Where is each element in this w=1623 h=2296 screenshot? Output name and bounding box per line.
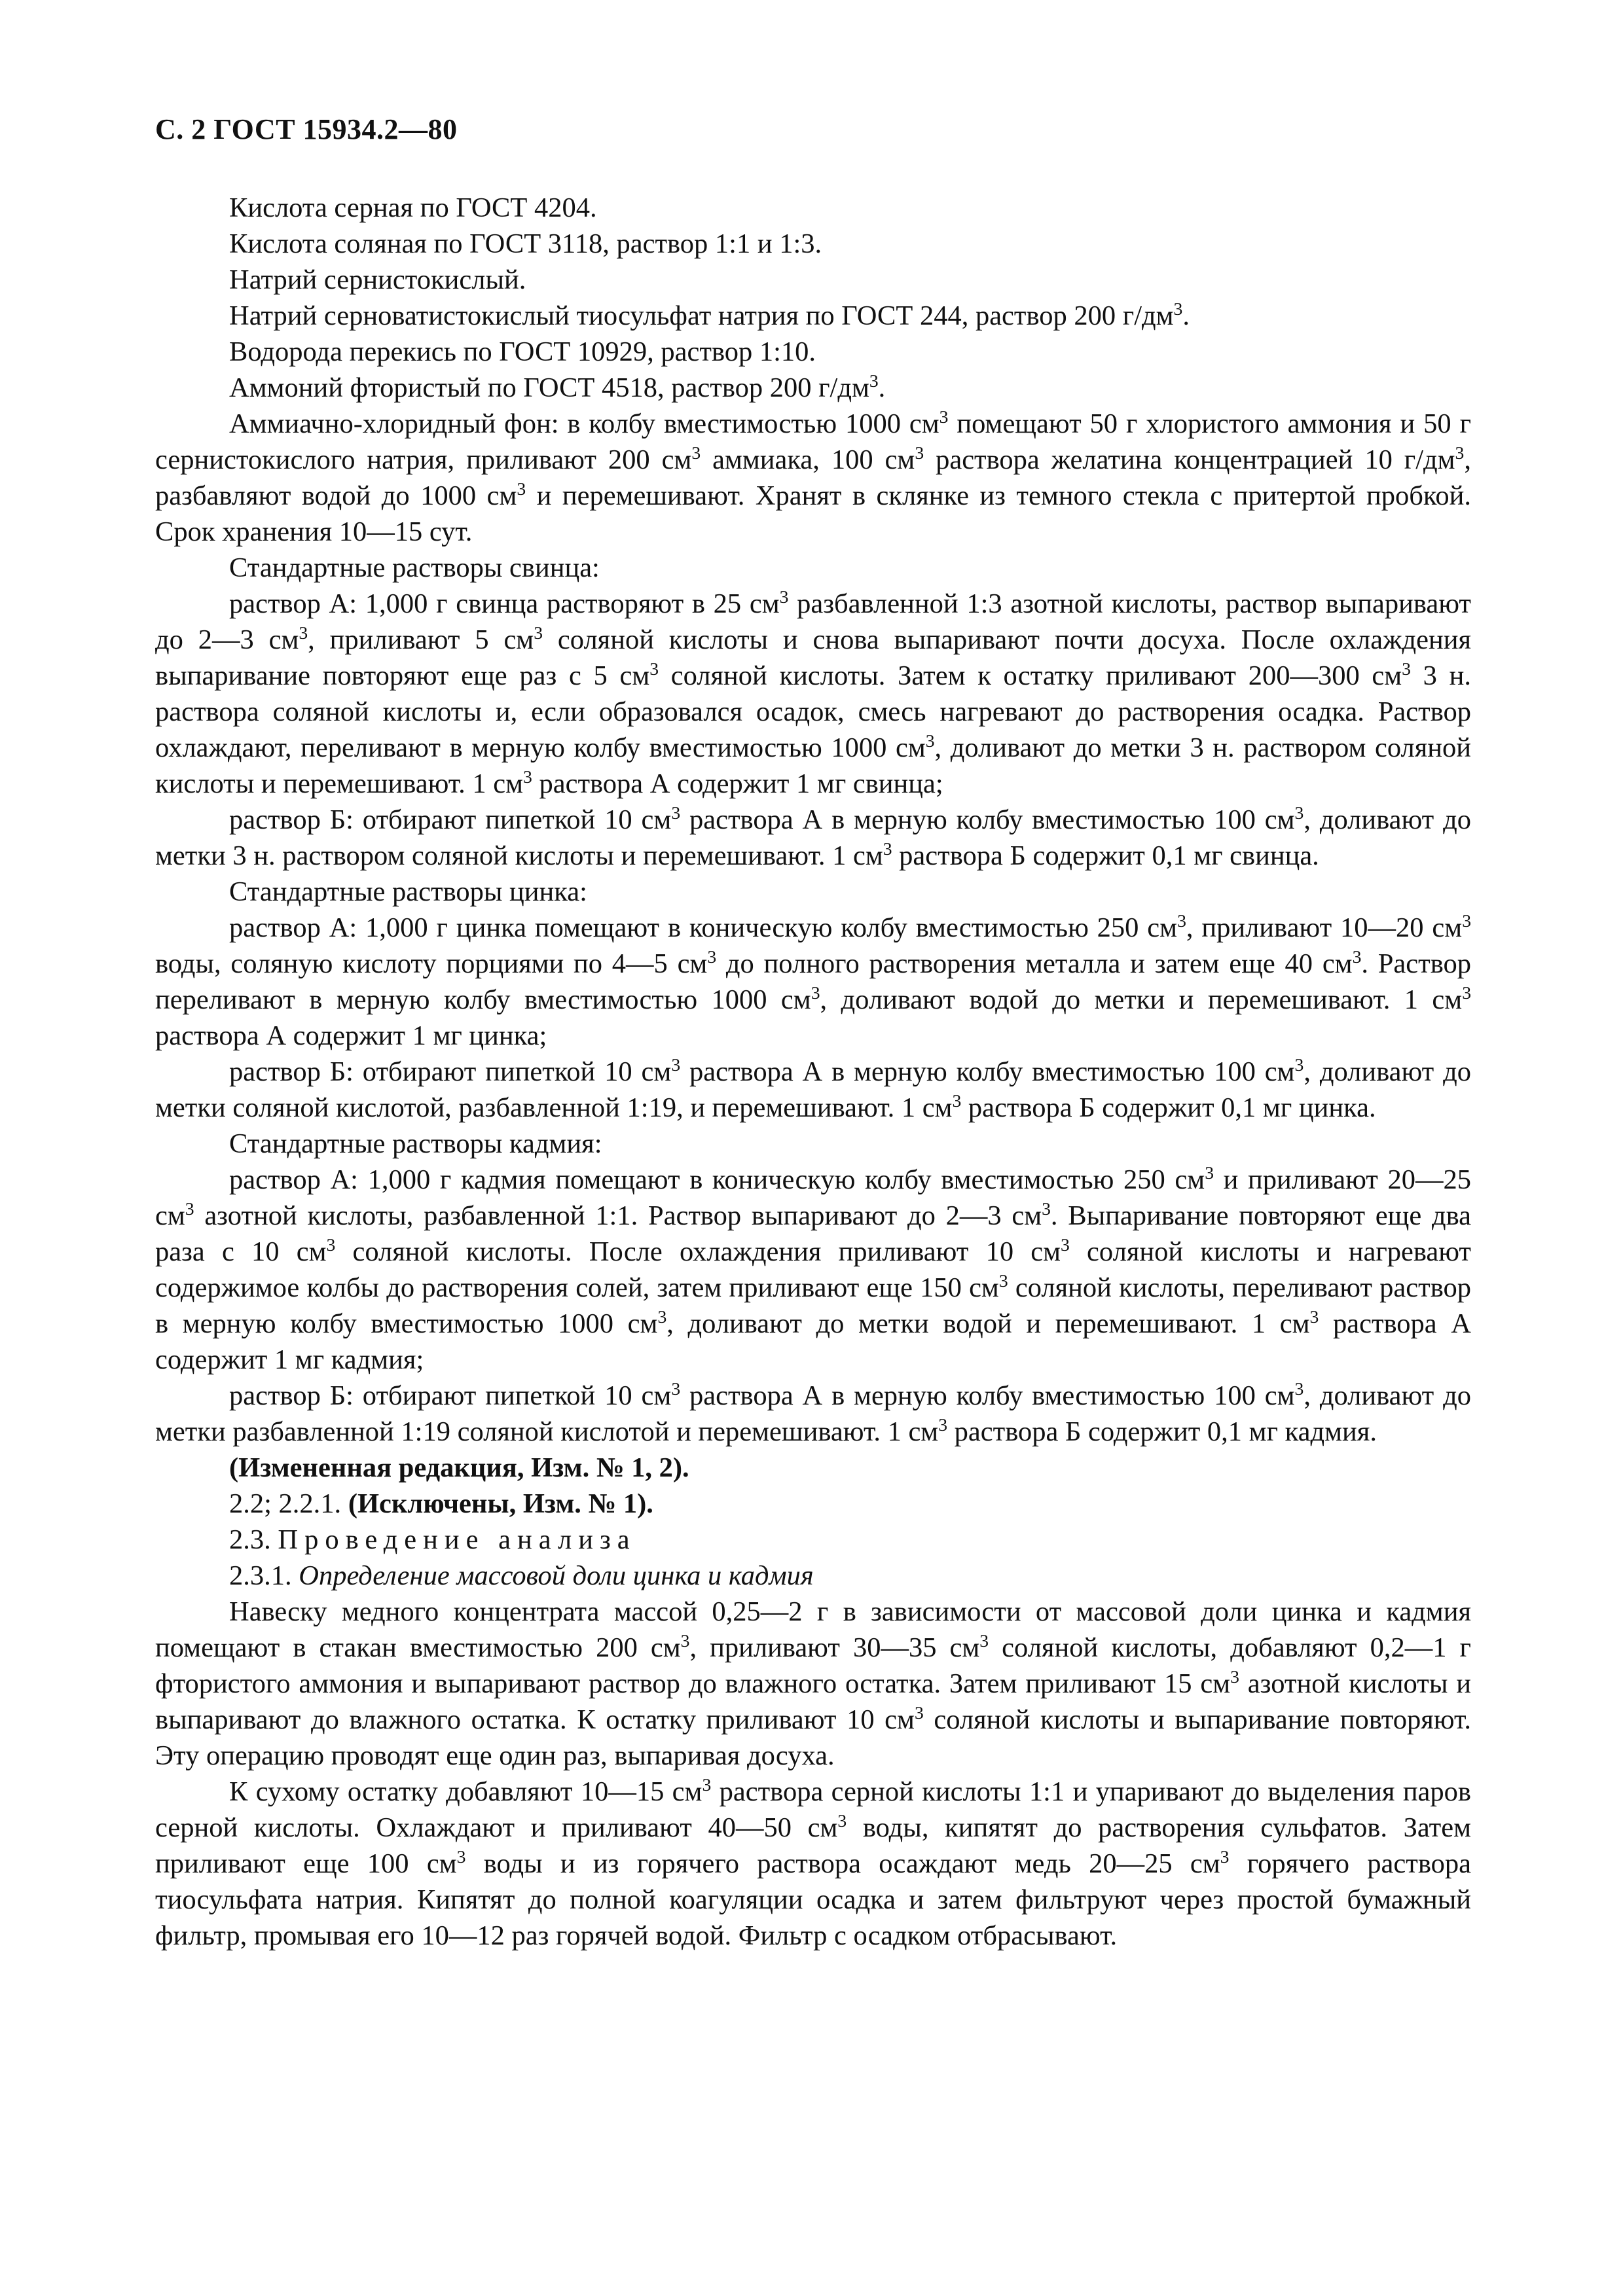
text-run: раствор Б: отбирают пипеткой 10 см: [229, 804, 672, 835]
text-run: , доливают до метки разбавленной 1:19 соляной кислотой и перемешивают. 1 см: [155, 1380, 1471, 1447]
text-run: раствора серной кислоты 1:1 и упаривают до выделения паров серной кислоты. Охлаждают и приливают 40—50 см: [155, 1776, 1471, 1843]
text-run: 2.2; 2.2.1.: [229, 1488, 348, 1519]
text-run: раствора Б содержит 0,1 мг цинка.: [961, 1092, 1376, 1123]
text-run: раствора Б содержит 0,1 мг свинца.: [892, 840, 1319, 871]
paragraph: [155, 190, 1471, 226]
paragraph: [155, 1126, 1471, 1162]
text-run: раствора А в мерную колбу вместимостью 100 см: [680, 1380, 1295, 1411]
superscript: 3: [1455, 442, 1465, 463]
paragraph: [155, 910, 1471, 1054]
superscript: 3: [779, 586, 789, 607]
paragraph: [155, 1054, 1471, 1126]
paragraph: [155, 370, 1471, 406]
paragraph: [155, 1162, 1471, 1378]
superscript: 3: [1294, 1378, 1304, 1399]
superscript: 3: [1220, 1846, 1230, 1867]
text-run: раствор А: 1,000 г цинка помещают в коническую колбу вместимостью 250 см: [229, 912, 1178, 943]
text-run: 3 н. раствора соляной кислоты и, если образовался осадок, смесь нагревают до растворения осадка. Раствор охлаждают, переливают в мерную колбу вместимостью 1000 см: [155, 660, 1471, 763]
superscript: 3: [915, 442, 924, 463]
superscript: 3: [326, 1234, 336, 1255]
paragraph: [155, 874, 1471, 910]
text-run: , доливают до метки соляной кислотой, разбавленной 1:19, и перемешивают. 1 см: [155, 1056, 1471, 1123]
text-run: раствора А содержит 1 мг цинка;: [155, 1020, 547, 1051]
text-run: Навеску медного концентрата массой 0,25—2 г в зависимости от массовой доли цинка и кадмия помещают в стакан вместимостью 200 см: [155, 1596, 1471, 1663]
paragraph: [155, 550, 1471, 586]
text-run: Водорода перекись по ГОСТ 10929, раствор 1:10.: [229, 336, 816, 367]
superscript: 3: [657, 1306, 667, 1327]
text-run: , приливают 10—20 см: [1186, 912, 1463, 943]
text-run: .: [878, 372, 886, 403]
superscript: 3: [1173, 298, 1183, 319]
text-run: раствора А содержит 1 мг кадмия;: [155, 1308, 1471, 1375]
superscript: 3: [299, 622, 308, 643]
text-run: соляной кислоты, переливают раствор в мерную колбу вместимостью 1000 см: [155, 1272, 1471, 1339]
text-run: соляной кислоты, добавляют 0,2—1 г фтористого аммония и выпаривают раствор до влажного остатка. Затем приливают 15 см: [155, 1632, 1471, 1699]
superscript: 3: [883, 838, 892, 859]
superscript: 3: [702, 1774, 712, 1795]
superscript: 3: [185, 1198, 194, 1219]
paragraph: [155, 802, 1471, 874]
text-run: и перемешивают. Хранят в склянке из темного стекла с притертой пробкой. Срок хранения 10—15 сут.: [155, 480, 1471, 547]
text-run: К сухому остатку добавляют 10—15 см: [229, 1776, 702, 1807]
superscript: 3: [671, 1054, 681, 1075]
superscript: 3: [952, 1090, 962, 1111]
text-run: Аммиачно-хлоридный фон: в колбу вместимостью 1000 см: [229, 408, 939, 439]
paragraph: [155, 1450, 1471, 1486]
text-run: , доливают до метки 3 н. раствором соляной кислоты и перемешивают. 1 см: [155, 804, 1471, 871]
text-run: , разбавляют водой до 1000 см: [155, 444, 1471, 511]
text-run: азотной кислоты, разбавленной 1:1. Раствор выпаривают до 2—3 см: [194, 1200, 1042, 1231]
text-run: раствор А: 1,000 г свинца растворяют в 25 см: [229, 588, 780, 619]
text-run: воды, кипятят до растворения сульфатов. Затем приливают еще 100 см: [155, 1812, 1471, 1879]
text-run: . Выпаривание повторяют еще два раза с 10 см: [155, 1200, 1471, 1267]
text-run: Стандартные растворы цинка:: [229, 876, 587, 907]
text-run: , доливают до метки водой и перемешивают. 1 см: [666, 1308, 1310, 1339]
document-body: [155, 190, 1471, 1954]
superscript: 3: [1462, 910, 1471, 931]
superscript: 3: [456, 1846, 466, 1867]
text-run: раствора А в мерную колбу вместимостью 100 см: [680, 1056, 1295, 1087]
text-run: Стандартные растворы кадмия:: [229, 1128, 602, 1159]
text-run: Кислота соляная по ГОСТ 3118, раствор 1:1 и 1:3.: [229, 228, 822, 259]
superscript: 3: [1462, 982, 1472, 1003]
text-run: 2.3.: [229, 1524, 278, 1555]
text-run: 2.3.1.: [229, 1560, 299, 1591]
text-run: Стандартные растворы свинца:: [229, 552, 600, 583]
text-run: соляной кислоты. После охлаждения приливают 10 см: [335, 1236, 1061, 1267]
text-run: и приливают 20—25 см: [155, 1164, 1471, 1231]
text-run: помещают 50 г хлористого аммония и 50 г сернистокислого натрия, приливают 200 см: [155, 408, 1471, 475]
text-run: соляной кислоты и нагревают содержимое колбы до растворения солей, затем приливают еще 150 см: [155, 1236, 1472, 1303]
page-header: С. 2 ГОСТ 15934.2—80: [155, 113, 458, 145]
text-run: до полного растворения металла и затем еще 40 см: [716, 948, 1353, 979]
superscript: 3: [925, 730, 935, 751]
superscript: 3: [869, 370, 879, 391]
bold-text: (Исключены, Изм. № 1).: [348, 1488, 653, 1519]
text-run: раствора Б содержит 0,1 мг кадмия.: [947, 1416, 1377, 1447]
text-run: , доливают водой до метки и перемешивают. 1 см: [820, 984, 1463, 1015]
paragraph: [155, 1558, 1471, 1594]
superscript: 3: [837, 1810, 847, 1831]
superscript: 3: [523, 766, 532, 787]
text-run: , доливают до метки 3 н. раствором соляной кислоты и перемешивают. 1 см: [155, 732, 1471, 799]
text-run: Натрий сернистокислый.: [229, 264, 526, 295]
superscript: 3: [1352, 946, 1362, 967]
superscript: 3: [671, 1378, 681, 1399]
superscript: 3: [1061, 1234, 1070, 1255]
paragraph: [155, 262, 1471, 298]
superscript: 3: [914, 1702, 924, 1723]
superscript: 3: [680, 1630, 690, 1651]
section-title: Определение массовой доли цинка и кадмия: [299, 1560, 814, 1591]
paragraph: [155, 1378, 1471, 1450]
section-heading: Проведение анализа: [278, 1524, 636, 1555]
superscript: 3: [998, 1270, 1008, 1291]
text-run: соляной кислоты. Затем к остатку приливают 200—300 см: [659, 660, 1402, 691]
superscript: 3: [671, 802, 681, 823]
superscript: 3: [811, 982, 820, 1003]
paragraph: [155, 586, 1471, 802]
text-run: воды, соляную кислоту порциями по 4—5 см: [155, 948, 708, 979]
superscript: 3: [1309, 1306, 1319, 1327]
superscript: 3: [534, 622, 543, 643]
text-run: раствора желатина концентрацией 10 г/дм: [924, 444, 1455, 475]
superscript: 3: [1402, 658, 1411, 679]
superscript: 3: [1177, 910, 1186, 931]
text-run: раствора А в мерную колбу вместимостью 100 см: [680, 804, 1295, 835]
text-run: , приливают 30—35 см: [689, 1632, 980, 1663]
text-run: раствор А: 1,000 г кадмия помещают в коническую колбу вместимостью 250 см: [229, 1164, 1205, 1195]
text-run: разбавленной 1:3 азотной кислоты, раствор выпаривают до 2—3 см: [155, 588, 1471, 655]
text-run: азотной кислоты и выпаривают до влажного остатка. К остатку приливают 10 см: [155, 1668, 1471, 1735]
superscript: 3: [1294, 802, 1304, 823]
superscript: 3: [1230, 1666, 1239, 1687]
paragraph: [155, 1522, 1471, 1558]
text-run: раствор Б: отбирают пипеткой 10 см: [229, 1380, 672, 1411]
superscript: 3: [939, 406, 949, 427]
text-run: горячего раствора тиосульфата натрия. Кипятят до полной коагуляции осадка и затем фильтруют через простой бумажный фильтр, промывая его 10—12 раз горячей водой. Фильтр с осадком отбрасывают.: [155, 1848, 1471, 1951]
superscript: 3: [1205, 1162, 1214, 1183]
bold-text: (Измененная редакция, Изм. № 1, 2).: [229, 1452, 689, 1483]
paragraph: [155, 1486, 1471, 1522]
paragraph: [155, 1594, 1471, 1774]
superscript: 3: [649, 658, 659, 679]
text-run: раствор Б: отбирают пипеткой 10 см: [229, 1056, 672, 1087]
superscript: 3: [691, 442, 701, 463]
text-run: соляной кислоты и выпаривание повторяют. Эту операцию проводят еще один раз, выпаривая досуха.: [155, 1704, 1471, 1771]
text-run: аммиака, 100 см: [701, 444, 915, 475]
text-run: воды и из горячего раствора осаждают медь 20—25 см: [465, 1848, 1220, 1879]
text-run: .: [1182, 300, 1190, 331]
paragraph: [155, 406, 1471, 550]
text-run: раствора А содержит 1 мг свинца;: [532, 768, 943, 799]
superscript: 3: [938, 1414, 948, 1435]
paragraph: [155, 334, 1471, 370]
superscript: 3: [1042, 1198, 1051, 1219]
superscript: 3: [979, 1630, 989, 1651]
text-run: , приливают 5 см: [308, 624, 534, 655]
superscript: 3: [1294, 1054, 1304, 1075]
text-run: соляной кислоты и снова выпаривают почти досуха. После охлаждения выпаривание повторяют еще раз с 5 см: [155, 624, 1472, 691]
text-run: Кислота серная по ГОСТ 4204.: [229, 192, 597, 223]
paragraph: [155, 298, 1471, 334]
superscript: 3: [517, 478, 526, 499]
text-run: Натрий серноватистокислый тиосульфат натрия по ГОСТ 244, раствор 200 г/дм: [229, 300, 1174, 331]
text-run: . Раствор переливают в мерную колбу вместимостью 1000 см: [155, 948, 1471, 1015]
paragraph: [155, 226, 1471, 262]
paragraph: [155, 1774, 1471, 1954]
superscript: 3: [707, 946, 717, 967]
text-run: Аммоний фтористый по ГОСТ 4518, раствор 200 г/дм: [229, 372, 869, 403]
